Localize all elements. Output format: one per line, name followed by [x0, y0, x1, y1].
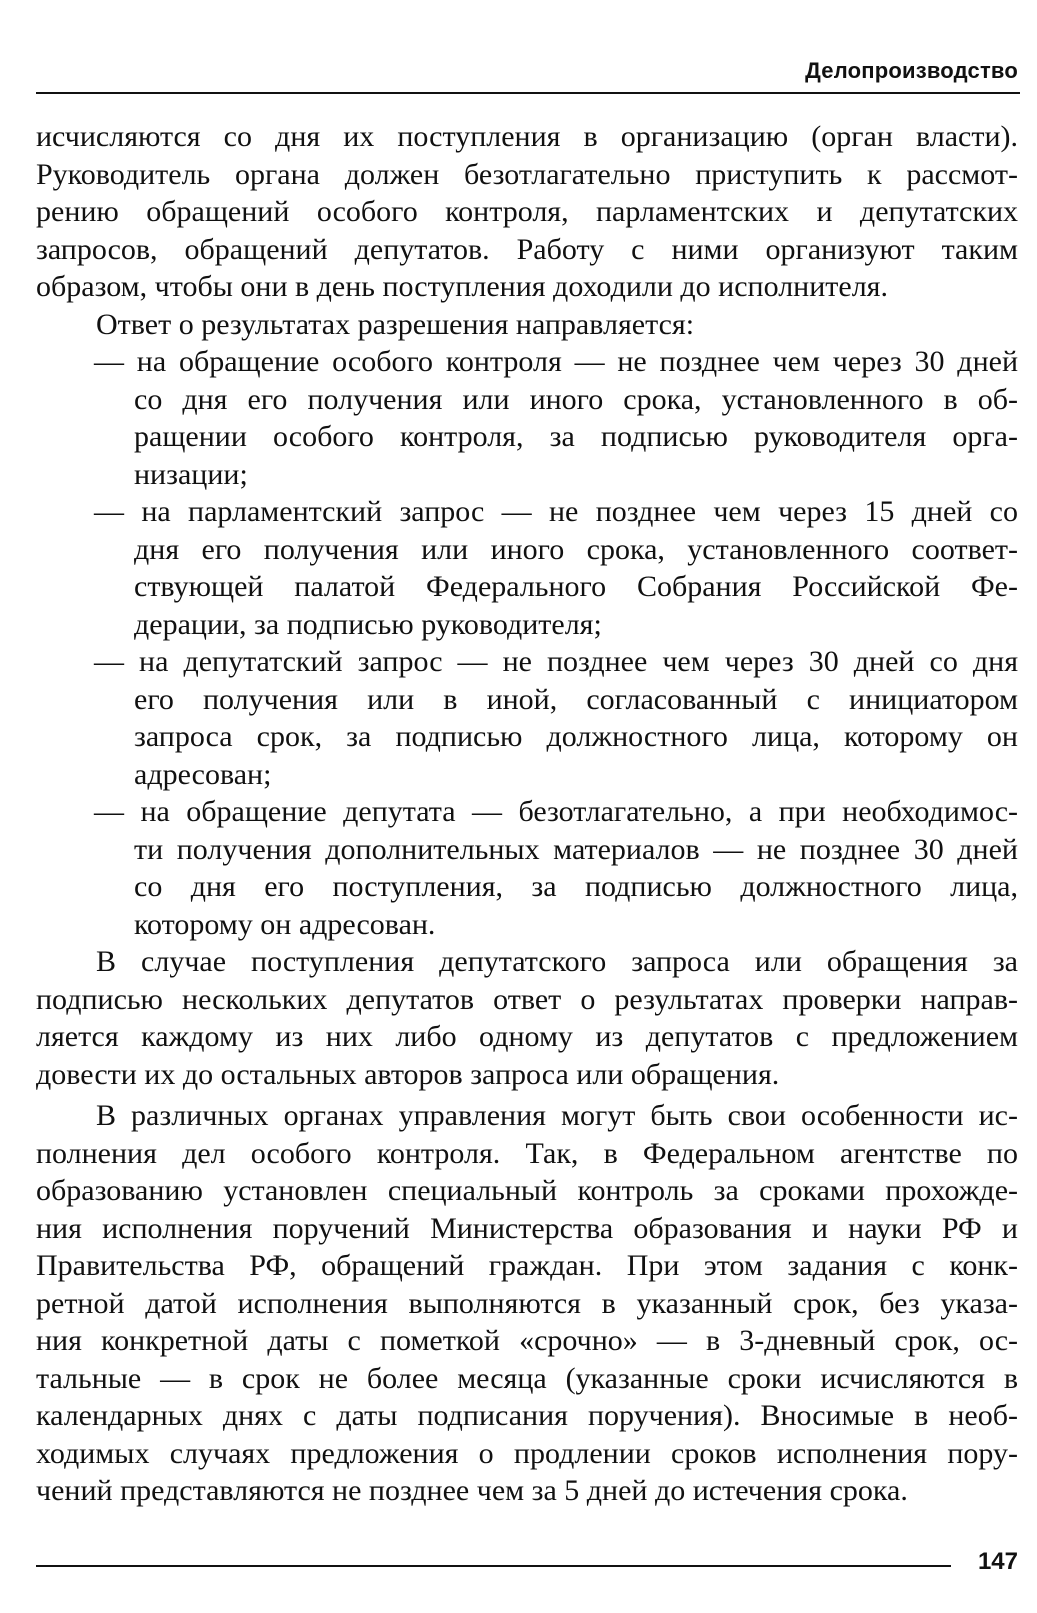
- text-line: запросов, обращений депутатов. Работу с ними организуют таким: [36, 232, 1018, 266]
- body-text: [36, 118, 1018, 1510]
- text-line: В различных органах управления могут быть свои особенности ис-: [96, 1099, 1018, 1132]
- text-line: исчисляются со дня их поступления в организацию (орган власти).: [36, 120, 1018, 153]
- list-item-line: дня его получения или иного срока, установленного соответ-: [134, 532, 1018, 566]
- text-line: ния исполнения поручений Министерства образования и науки РФ и: [36, 1211, 1018, 1245]
- running-header-title: Делопроизводство: [805, 58, 1018, 83]
- text-line: подписью нескольких депутатов ответ о результатах проверки направ-: [36, 982, 1018, 1016]
- list-item-line: — на обращение особого контроля — не позднее чем через 30 дней: [94, 345, 1018, 378]
- text-line: календарных днях с даты подписания поручения). Вносимые в необ-: [36, 1399, 1018, 1432]
- text-line: ляется каждому из них либо одному из депутатов с предложением: [36, 1020, 1018, 1053]
- list-item-line: запроса срок, за подписью должностного лица, которому он: [134, 720, 1018, 753]
- text-line: тальные — в срок не более месяца (указанные сроки исчисляются в: [36, 1361, 1018, 1395]
- list-item-line: ращении особого контроля, за подписью руководителя орга-: [134, 420, 1018, 453]
- list-item-line: ти получения дополнительных материалов — не позднее 30 дней: [134, 832, 1018, 866]
- list-item-line: — на обращение депутата — безотлагательно, а при необходимос-: [94, 795, 1018, 828]
- text-line: Руководитель органа должен безотлагательно приступить к рассмот-: [36, 157, 1018, 191]
- running-header: [36, 56, 1020, 94]
- text-line: образованию установлен специальный контроль за сроками прохожде-: [36, 1174, 1018, 1207]
- text-line: Ответ о результатах разрешения направляется:: [96, 307, 695, 341]
- text-line: полнения дел особого контроля. Так, в Федеральном агентстве по: [36, 1136, 1018, 1170]
- text-line: В случае поступления депутатского запроса или обращения за: [96, 945, 1018, 978]
- page-footer: [36, 1548, 1020, 1578]
- list-item-line: адресован;: [134, 757, 272, 791]
- list-item-line: дерации, за подписью руководителя;: [134, 607, 602, 641]
- list-item-line: со дня его получения или иного срока, установленного в об-: [134, 382, 1018, 416]
- text-line: рению обращений особого контроля, парламентских и депутатских: [36, 195, 1018, 228]
- text-line: образом, чтобы они в день поступления доходили до исполнителя.: [36, 270, 888, 303]
- text-line: ходимых случаях предложения о продлении сроков исполнения пору-: [36, 1436, 1018, 1470]
- list-item-line: — на парламентский запрос — не позднее чем через 15 дней со: [94, 495, 1018, 528]
- list-item-line: со дня его поступления, за подписью должностного лица,: [134, 870, 1018, 903]
- list-item-line: низации;: [134, 457, 248, 491]
- text-line: чений представляются не позднее чем за 5 дней до истечения срока.: [36, 1474, 908, 1507]
- list-item-line: — на депутатский запрос — не позднее чем через 30 дней со дня: [94, 645, 1018, 678]
- list-item-line: его получения или в иной, согласованный с инициатором: [134, 682, 1018, 716]
- text-line: ретной датой исполнения выполняются в указанный срок, без указа-: [36, 1286, 1018, 1320]
- footer-rule: [36, 1565, 951, 1567]
- text-line: Правительства РФ, обращений граждан. При этом задания с конк-: [36, 1249, 1018, 1282]
- list-item-line: которому он адресован.: [134, 907, 436, 941]
- text-line: ния конкретной даты с пометкой «срочно» — в 3-дневный срок, ос-: [36, 1324, 1018, 1357]
- page-number: 147: [977, 1548, 1018, 1575]
- list-item-line: ствующей палатой Федерального Собрания Российской Фе-: [134, 570, 1018, 603]
- text-line: довести их до остальных авторов запроса или обращения.: [36, 1057, 780, 1091]
